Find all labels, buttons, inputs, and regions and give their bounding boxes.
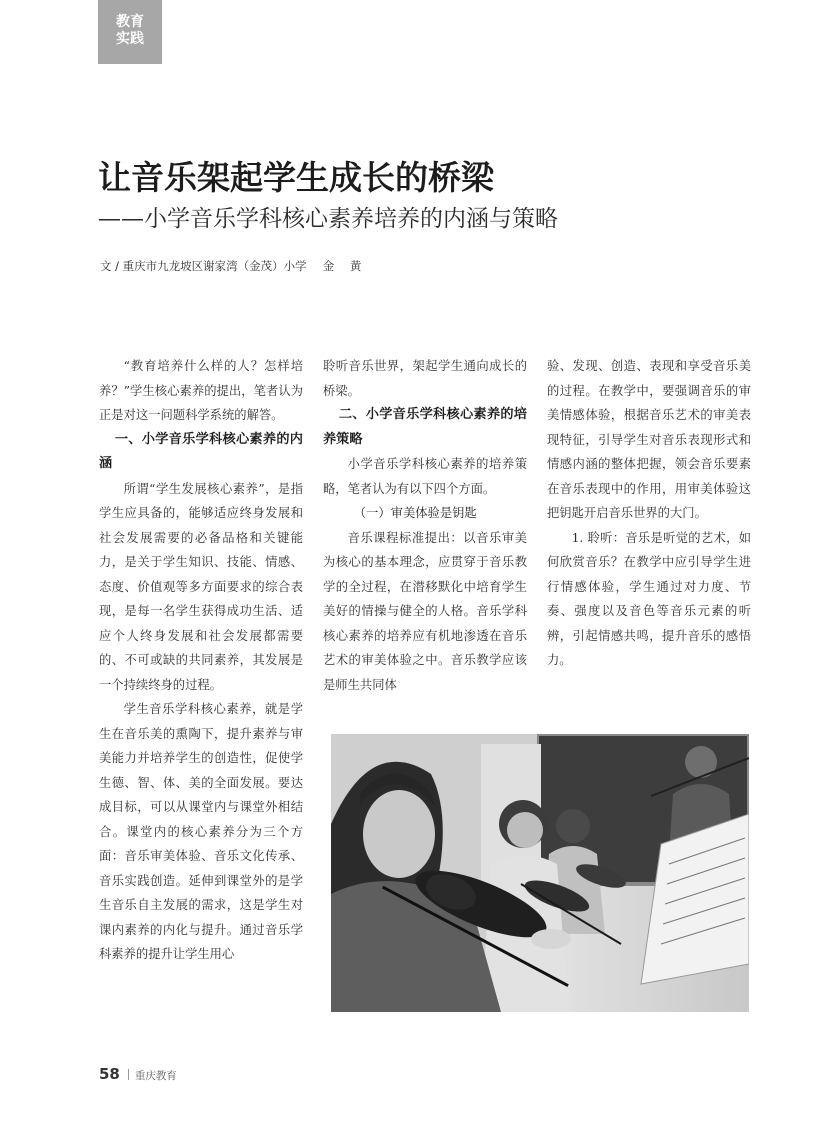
article-title: 让音乐架起学生成长的桥梁 bbox=[98, 158, 494, 197]
footer-divider bbox=[128, 1069, 129, 1080]
photo-illustration bbox=[331, 734, 749, 1012]
text-column-1 bbox=[99, 354, 303, 967]
paragraph: 1. 聆听：音乐是听觉的艺术，如何欣赏音乐？在教学中应引导学生进行情感体验，学生通过对力度、节奏、强度以及音色等音乐元素的听辨，引起情感共鸣，提升音乐的感悟力。 bbox=[547, 530, 751, 667]
section-tab bbox=[98, 0, 162, 64]
section-tab-line2: 实践 bbox=[116, 31, 144, 47]
article-subtitle: ——小学音乐学科核心素养培养的内涵与策略 bbox=[98, 206, 558, 232]
paragraph: 音乐课程标准提出：以音乐审美为核心的基本理念，应贯穿于音乐教学的全过程，在潜移默化中培育学生美好的情操与健全的人格。音乐学科核心素养的培养应有机地渗透在音乐艺术的审美体验之中。音乐教学应该是师生共同体 bbox=[323, 530, 527, 692]
page-number: 58 bbox=[99, 1065, 120, 1083]
section-heading-1: 一、小学音乐学科核心素养的内涵 bbox=[99, 431, 303, 471]
paragraph: 聆听音乐世界，架起学生通向成长的桥梁。 bbox=[323, 359, 527, 398]
paragraph: 小学音乐学科核心素养的培养策略，笔者认为有以下四个方面。 bbox=[323, 457, 527, 496]
paragraph: 验、发现、创造、表现和享受音乐美的过程。在教学中，要强调音乐的审美情感体验，根据音乐艺术的审美表现特征，引导学生对音乐表现形式和情感内涵的整体把握，领会音乐要素在音乐表现中的作用，用审美体验这把钥匙开启音乐世界的大门。 bbox=[547, 359, 751, 520]
page-footer bbox=[99, 1064, 177, 1083]
paragraph: 学生音乐学科核心素养，就是学生在音乐美的熏陶下，提升素养与审美能力并培养学生的创造性，促使学生德、智、体、美的全面发展。要达成目标，可以从课堂内与课堂外相结合。课堂内的核心素养分为三个方面：音乐审美体验、音乐文化传承、音乐实践创造。延伸到课堂外的是学生音乐自主发展的需求，这是学生对课内素养的内化与提升。通过音乐学科素养的提升让学生用心 bbox=[99, 702, 303, 961]
paragraph: “教育培养什么样的人？怎样培养？”学生核心素养的提出，笔者认为正是对这一问题科学系统的解答。 bbox=[99, 359, 303, 422]
classroom-violin-photo bbox=[331, 734, 749, 1012]
byline bbox=[100, 258, 367, 274]
section-tab-line1: 教育 bbox=[116, 14, 144, 30]
section-heading-2: 二、小学音乐学科核心素养的培养策略 bbox=[323, 407, 527, 447]
text-column-2 bbox=[323, 354, 527, 714]
text-column-3 bbox=[547, 354, 751, 673]
subsection-heading: （一）审美体验是钥匙 bbox=[353, 506, 477, 520]
magazine-name: 重庆教育 bbox=[134, 1070, 177, 1082]
paragraph: 所谓“学生发展核心素养”，是指学生应具备的，能够适应终身发展和社会发展需要的必备品格和关键能力，是关于学生知识、技能、情感、态度、价值观等多方面要求的综合表现，是每一名学生获得成功生活、适应个人终身发展和社会发展都需要的、不可或缺的共同素养，其发展是一个持续终身的过程。 bbox=[99, 481, 303, 692]
byline-prefix: 文 / 重庆市九龙坡区谢家湾（金茂）小学 bbox=[100, 259, 307, 273]
byline-author: 金 黄 bbox=[322, 259, 368, 273]
